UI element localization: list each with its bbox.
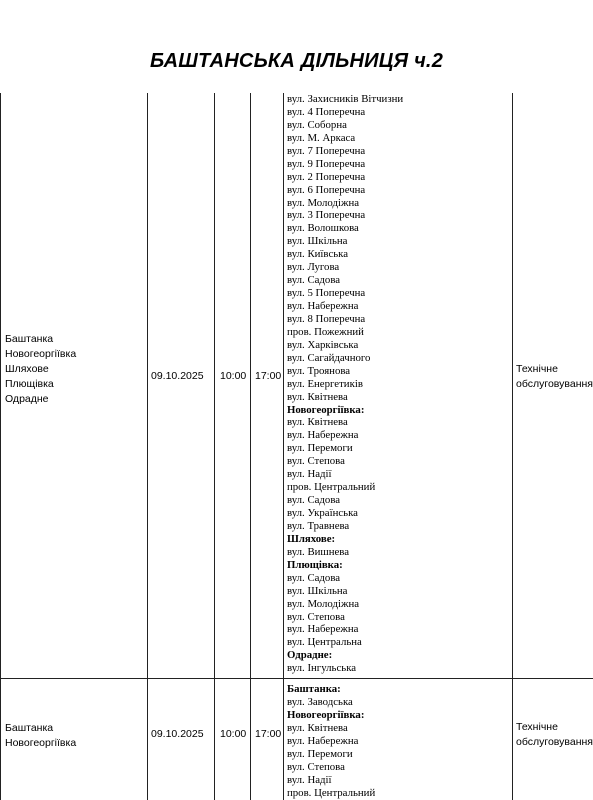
street-name: вул. Інгульська [287, 662, 357, 675]
settlement-name: Одрадне [5, 393, 49, 405]
column-divider [250, 93, 251, 800]
settlement-name: Плющівка [5, 378, 54, 390]
street-name: вул. 2 Поперечна [287, 170, 366, 183]
settlement-name: Баштанка [5, 333, 54, 345]
street-group-header: Новогеоргіївка: [287, 403, 365, 416]
street-name: вул. Степова [287, 760, 345, 773]
reason-cell [516, 362, 593, 392]
street-name: пров. Центральний [287, 481, 376, 494]
street-name: вул. Перемоги [287, 747, 353, 760]
street-name: вул. Шкільна [287, 584, 348, 597]
street-name: вул. Квітнева [287, 721, 348, 734]
end-time-cell: 17:00 [255, 370, 282, 382]
street-name: вул. Набережна [287, 300, 359, 312]
settlement-name: Шляхове [5, 363, 49, 375]
street-name: вул. Троянова [287, 364, 351, 377]
street-name: вул. Садова [287, 274, 341, 287]
streets-cell [287, 683, 375, 799]
start-time-cell: 10:00 [220, 370, 247, 382]
reason-text: Технічне [516, 721, 558, 733]
settlements-cell [5, 332, 145, 407]
street-name: вул. 6 Поперечна [287, 183, 366, 196]
street-name: вул. Молодіжна [287, 597, 360, 610]
street-name: вул. Заводська [287, 695, 353, 708]
street-group-header: Новогеоргіївка: [287, 708, 365, 721]
date-cell: 09.10.2025 [151, 370, 204, 382]
street-name: вул. Степова [287, 610, 345, 623]
settlement-name: Новогеоргіївка [5, 348, 77, 360]
street-name: вул. Лугова [287, 261, 340, 274]
street-name: вул. Сагайдачного [287, 351, 371, 364]
column-divider [512, 93, 513, 800]
street-group-header: Одрадне: [287, 649, 333, 662]
street-group-header: Шляхове: [287, 532, 336, 545]
street-name: вул. Садова [287, 571, 341, 584]
street-name: вул. Захисників Вітчизни [287, 93, 404, 105]
street-name: вул. Степова [287, 455, 345, 468]
street-name: вул. Квітнева [287, 416, 348, 429]
street-name: вул. Шкільна [287, 235, 348, 248]
street-name: вул. Перемоги [287, 442, 353, 455]
street-name: вул. Набережна [287, 623, 359, 636]
street-name: вул. Набережна [287, 734, 359, 747]
street-name: вул. 5 Поперечна [287, 287, 366, 300]
street-name: вул. Молодіжна [287, 196, 360, 209]
street-name: пров. Центральний [287, 786, 376, 799]
street-name: вул. 7 Поперечна [287, 144, 366, 157]
streets-cell [287, 93, 403, 675]
street-name: вул. Харківська [287, 338, 359, 351]
street-name: вул. Надії [287, 773, 332, 786]
street-name: вул. Центральна [287, 636, 362, 649]
street-name: пров. Пожежний [287, 325, 364, 338]
column-divider [283, 93, 284, 800]
street-group-header: Плющівка: [287, 558, 343, 571]
street-name: вул. М. Аркаса [287, 131, 356, 144]
end-time-cell: 17:00 [255, 728, 282, 740]
reason-cell [516, 720, 593, 750]
start-time-cell: 10:00 [220, 728, 247, 740]
street-name: вул. Волошкова [287, 222, 359, 235]
street-name: вул. Садова [287, 494, 341, 507]
column-divider [214, 93, 215, 800]
reason-text: обслуговування [516, 736, 593, 748]
street-name: вул. Енергетиків [287, 377, 363, 390]
street-name: вул. 9 Поперечна [287, 157, 366, 170]
street-name: вул. Українська [287, 507, 358, 519]
column-divider [147, 93, 148, 800]
row-divider [0, 678, 593, 679]
street-name: вул. Вишнева [287, 545, 350, 558]
settlement-name: Новогеоргіївка [5, 737, 77, 749]
street-name: вул. Травнева [287, 519, 350, 532]
street-name: вул. 4 Поперечна [287, 105, 366, 118]
settlement-name: Баштанка [5, 722, 54, 734]
reason-text: Технічне [516, 363, 558, 375]
settlements-cell [5, 721, 145, 751]
reason-text: обслуговування [516, 378, 593, 390]
street-name: вул. Соборна [287, 118, 347, 131]
street-group-header: Баштанка: [287, 683, 341, 695]
table-border-left [0, 93, 1, 800]
page-title: БАШТАНСЬКА ДІЛЬНИЦЯ ч.2 [149, 50, 444, 72]
street-name: вул. Київська [287, 248, 349, 261]
street-name: вул. 3 Поперечна [287, 209, 366, 222]
street-name: вул. Надії [287, 468, 332, 481]
street-name: вул. Набережна [287, 429, 359, 442]
street-name: вул. 8 Поперечна [287, 312, 366, 325]
street-name: вул. Квітнева [287, 390, 348, 403]
date-cell: 09.10.2025 [151, 728, 204, 740]
